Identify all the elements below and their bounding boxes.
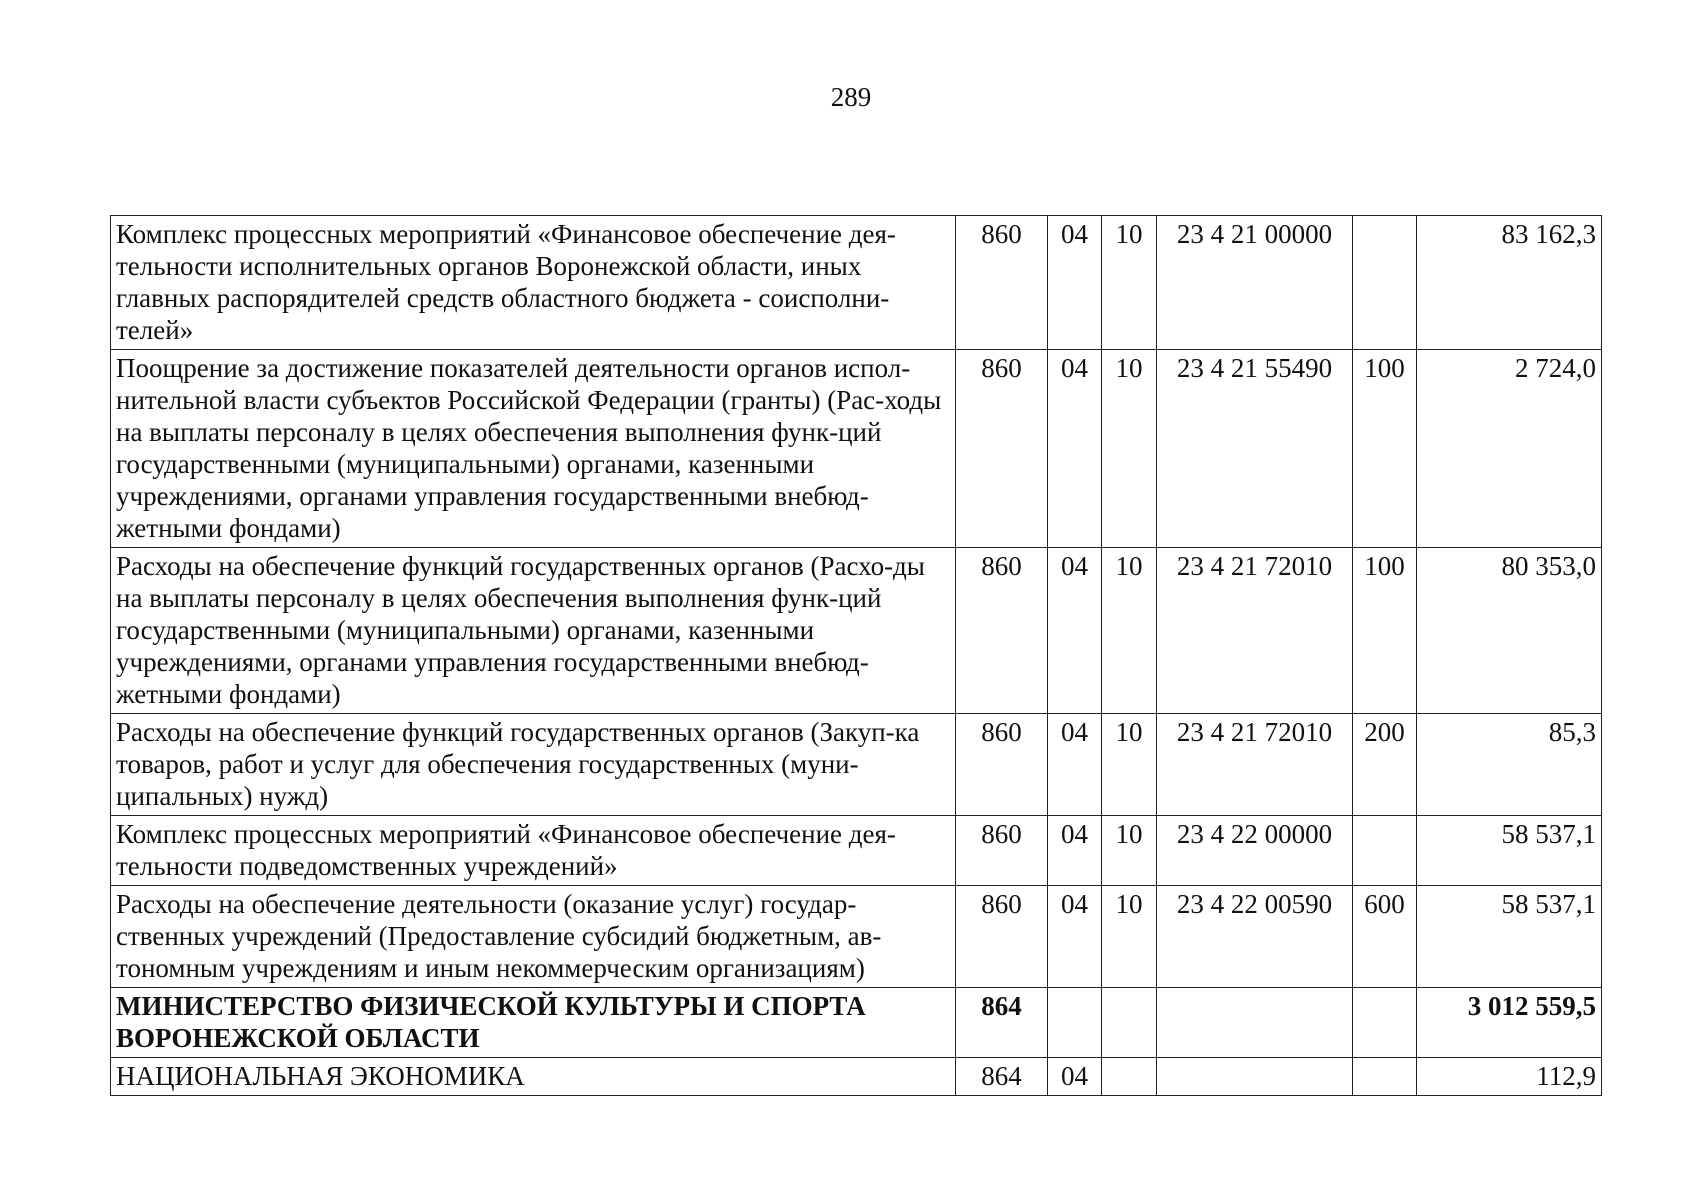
- cell-amount: 85,3: [1417, 714, 1602, 816]
- cell-name: НАЦИОНАЛЬНАЯ ЭКОНОМИКА: [111, 1058, 956, 1096]
- cell-ministry-code: 860: [956, 816, 1048, 886]
- cell-target-article: 23 4 21 55490: [1157, 350, 1353, 548]
- cell-name: Расходы на обеспечение функций государственных органов (Закуп-ка товаров, работ и услуг для обеспечения государственных (муни-ципальных) нужд): [111, 714, 956, 816]
- cell-expense-type: [1353, 988, 1417, 1058]
- page-number: 289: [830, 82, 872, 112]
- table-row: [111, 350, 1602, 548]
- cell-target-article: [1157, 1058, 1353, 1096]
- cell-ministry-code: 864: [956, 988, 1048, 1058]
- cell-name: Комплекс процессных мероприятий «Финансовое обеспечение дея-тельности подведомственных учреждений»: [111, 816, 956, 886]
- cell-subsection: 10: [1102, 350, 1157, 548]
- cell-subsection: 10: [1102, 548, 1157, 714]
- budget-table: [110, 215, 1602, 1096]
- cell-ministry-code: 860: [956, 350, 1048, 548]
- table-row: [111, 216, 1602, 350]
- cell-name: Поощрение за достижение показателей деятельности органов испол-нительной власти субъектов Российской Федерации (гранты) (Рас-ходы на выплаты персоналу в целях обеспечения выполнения функ-ций государственными (муниципальными) органами, казенными учреждениями, органами управления государственными внебюд-жетными фондами): [111, 350, 956, 548]
- cell-name: Расходы на обеспечение деятельности (оказание услуг) государ-ственных учреждений (Предоставление субсидий бюджетным, ав-тономным учреждениям и иным некоммерческим организациям): [111, 886, 956, 988]
- cell-amount: 80 353,0: [1417, 548, 1602, 714]
- cell-name: МИНИСТЕРСТВО ФИЗИЧЕСКОЙ КУЛЬТУРЫ И СПОРТА ВОРОНЕЖСКОЙ ОБЛАСТИ: [111, 988, 956, 1058]
- cell-target-article: 23 4 21 72010: [1157, 548, 1353, 714]
- cell-target-article: 23 4 21 72010: [1157, 714, 1353, 816]
- cell-name: Расходы на обеспечение функций государственных органов (Расхо-ды на выплаты персоналу в целях обеспечения выполнения функ-ций государственными (муниципальными) органами, казенными учреждениями, органами управления государственными внебюд-жетными фондами): [111, 548, 956, 714]
- cell-section: 04: [1048, 548, 1102, 714]
- cell-section: 04: [1048, 816, 1102, 886]
- cell-target-article: 23 4 21 00000: [1157, 216, 1353, 350]
- cell-target-article: 23 4 22 00000: [1157, 816, 1353, 886]
- cell-subsection: 10: [1102, 886, 1157, 988]
- cell-amount: 83 162,3: [1417, 216, 1602, 350]
- cell-expense-type: 100: [1353, 350, 1417, 548]
- table-row: [111, 714, 1602, 816]
- cell-ministry-code: 860: [956, 216, 1048, 350]
- cell-subsection: 10: [1102, 216, 1157, 350]
- cell-expense-type: 200: [1353, 714, 1417, 816]
- cell-section: 04: [1048, 886, 1102, 988]
- cell-amount: 3 012 559,5: [1417, 988, 1602, 1058]
- cell-subsection: [1102, 1058, 1157, 1096]
- cell-ministry-code: 860: [956, 548, 1048, 714]
- cell-target-article: [1157, 988, 1353, 1058]
- table-row: [111, 988, 1602, 1058]
- cell-section: 04: [1048, 216, 1102, 350]
- cell-expense-type: 100: [1353, 548, 1417, 714]
- cell-expense-type: [1353, 1058, 1417, 1096]
- cell-section: 04: [1048, 1058, 1102, 1096]
- cell-ministry-code: 860: [956, 714, 1048, 816]
- cell-subsection: 10: [1102, 816, 1157, 886]
- cell-section: [1048, 988, 1102, 1058]
- table-row: [111, 816, 1602, 886]
- cell-amount: 58 537,1: [1417, 816, 1602, 886]
- cell-expense-type: 600: [1353, 886, 1417, 988]
- cell-amount: 2 724,0: [1417, 350, 1602, 548]
- cell-amount: 58 537,1: [1417, 886, 1602, 988]
- cell-ministry-code: 864: [956, 1058, 1048, 1096]
- cell-ministry-code: 860: [956, 886, 1048, 988]
- cell-section: 04: [1048, 714, 1102, 816]
- cell-section: 04: [1048, 350, 1102, 548]
- table-row: [111, 548, 1602, 714]
- cell-expense-type: [1353, 816, 1417, 886]
- cell-expense-type: [1353, 216, 1417, 350]
- cell-target-article: 23 4 22 00590: [1157, 886, 1353, 988]
- cell-name: Комплекс процессных мероприятий «Финансовое обеспечение дея-тельности исполнительных органов Воронежской области, иных главных распорядителей средств областного бюджета - соисполни-телей»: [111, 216, 956, 350]
- cell-amount: 112,9: [1417, 1058, 1602, 1096]
- table-row: [111, 1058, 1602, 1096]
- cell-subsection: [1102, 988, 1157, 1058]
- table-row: [111, 886, 1602, 988]
- cell-subsection: 10: [1102, 714, 1157, 816]
- budget-table-body: [111, 216, 1602, 1096]
